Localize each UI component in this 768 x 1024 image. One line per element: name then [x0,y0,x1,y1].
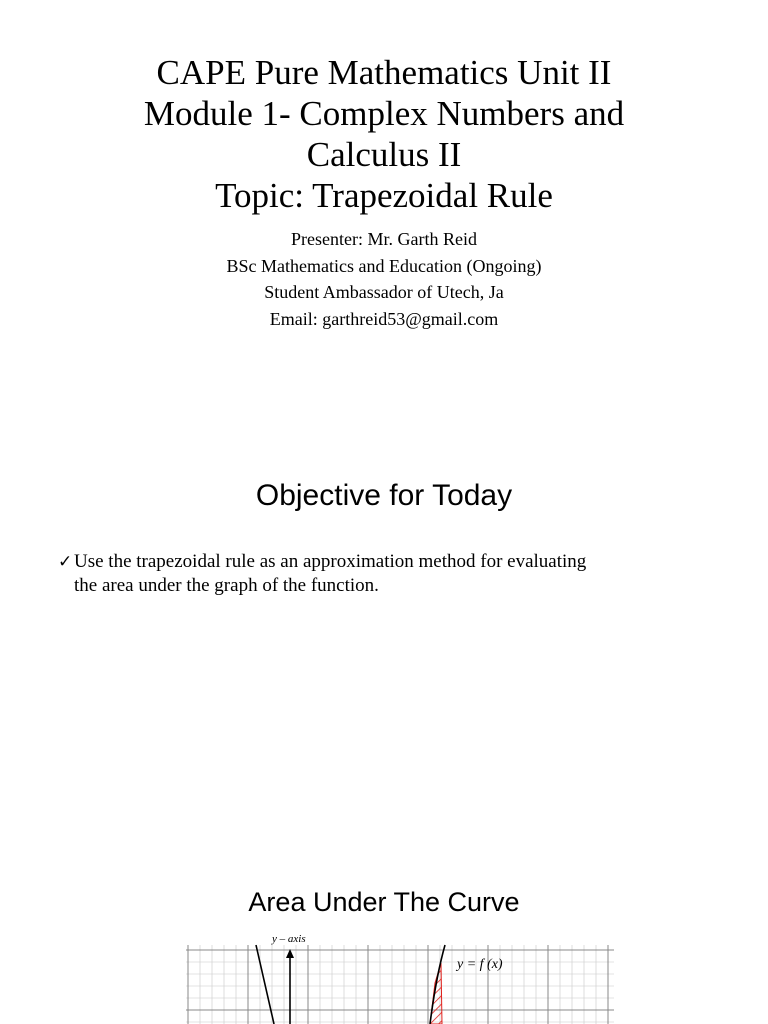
presenter-info [0,226,768,332]
curve-title: Area Under The Curve [248,887,520,917]
check-icon: ✓ [58,552,73,572]
area-graph [186,933,614,1024]
grid-minor [186,945,614,1024]
title-line-4: Topic: Trapezoidal Rule [215,176,553,215]
grid-major [186,945,614,1024]
presenter-degree: BSc Mathematics and Education (Ongoing) [226,255,542,276]
y-axis-label: y – axis [272,933,306,945]
presenter-role: Student Ambassador of Utech, Ja [264,282,504,302]
presenter-name: Presenter: Mr. Garth Reid [291,229,477,249]
function-label: y = f (x) [457,957,503,972]
area-under-curve-slide [0,845,768,1024]
objective-text-line-1: Use the trapezoidal rule as an approximation method for evaluating [74,551,587,572]
title-line-3: Calculus II [306,135,462,174]
objective-text-line-2: the area under the graph of the function. [74,575,379,596]
objective-slide [0,345,768,845]
title-slide [0,0,768,345]
presenter-email: Email: garthreid53@gmail.com [269,308,499,329]
objective-list [58,550,698,598]
left-line [256,945,274,1024]
list-item [58,550,698,598]
title-line-2: Module 1- Complex Numbers and [143,94,625,133]
main-title [0,52,768,216]
objective-title: Objective for Today [255,479,513,512]
title-line-1: CAPE Pure Mathematics Unit II [156,53,612,92]
